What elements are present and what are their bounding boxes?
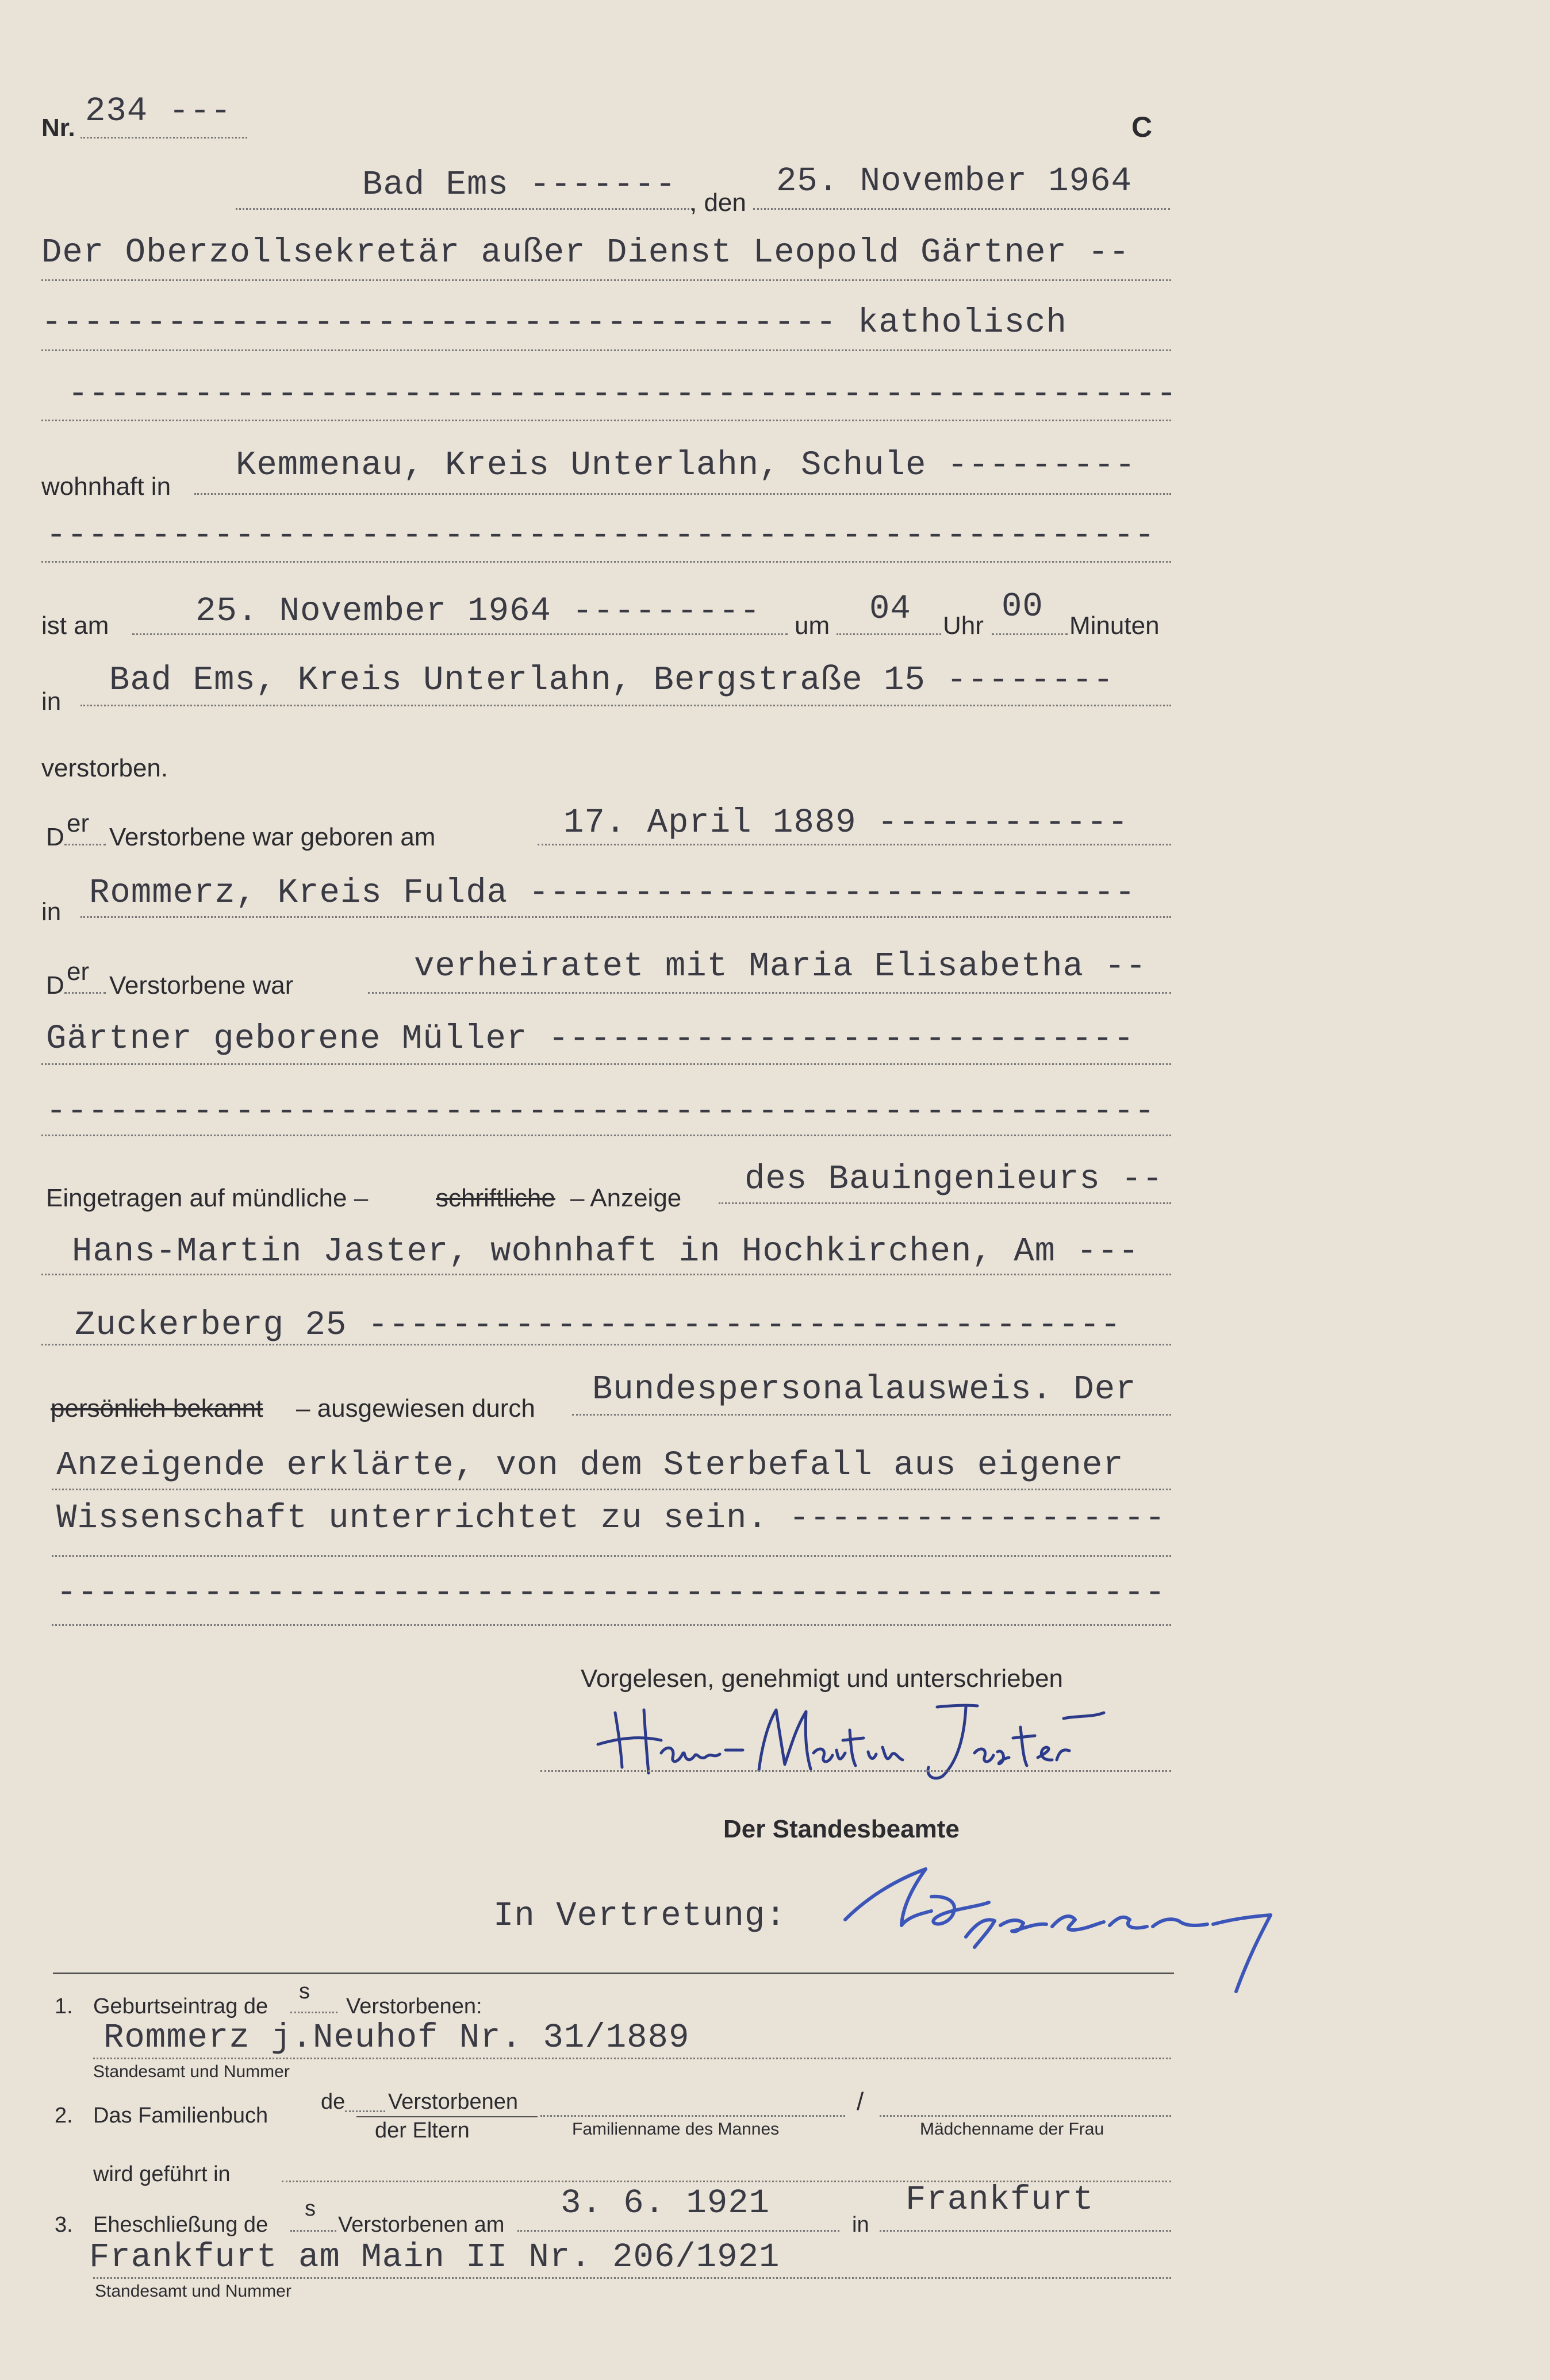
note-2-caption-husband: Familienname des Mannes — [572, 2120, 780, 2139]
note-3-date: 3. 6. 1921 — [561, 2184, 770, 2223]
header-place: Bad Ems ------- — [362, 166, 677, 204]
note-3-place: Frankfurt — [906, 2181, 1094, 2219]
note-2-number: 2. — [55, 2104, 73, 2128]
read-approved-label: Vorgelesen, genehmigt und unterschrieben — [581, 1664, 1064, 1693]
marriage-line-2-rule — [41, 1063, 1171, 1065]
id-struck-label: persönlich bekannt — [51, 1394, 263, 1422]
notes-divider — [53, 1973, 1174, 1974]
note-2-slash: / — [857, 2087, 864, 2116]
note-1-number: 1. — [55, 1994, 73, 2018]
note-3-number: 3. — [55, 2213, 73, 2237]
id-line-3: Wissenschaft unterrichtet zu sein. ------------------ — [56, 1499, 1166, 1537]
id-line-3-rule — [52, 1555, 1171, 1557]
note-1-suffix-rule — [290, 2012, 337, 2013]
report-label-struck: schriftliche — [436, 1184, 555, 1212]
note-3-suffix-rule — [290, 2230, 336, 2232]
birth-d-suffix: er — [67, 809, 90, 837]
birth-date: 17. April 1889 ------------ — [563, 803, 1129, 842]
place-line — [236, 208, 693, 210]
id-line-4: ----------------------------------------------------- — [56, 1574, 1166, 1612]
registrar-label: Der Standesbeamte — [723, 1815, 960, 1843]
birth-d-label: D — [46, 823, 64, 851]
marriage-line-1: verheiratet mit Maria Elisabetha -- — [414, 947, 1147, 986]
note-3-suffix: s — [305, 2197, 316, 2221]
marriage-line-3: ----------------------------------------------------- — [46, 1092, 1156, 1131]
person-line-1-rule — [41, 279, 1171, 281]
note-3-value-rule — [93, 2277, 1171, 2279]
note-2-label: Das Familienbuch — [93, 2104, 268, 2128]
note-1-label-a: Geburtseintrag de — [93, 1994, 268, 2018]
report-line-1-rule — [719, 1202, 1171, 1204]
verstorben-label: verstorben. — [41, 754, 168, 782]
note-3-caption: Standesamt und Nummer — [95, 2282, 291, 2301]
birth-place-rule — [80, 916, 1171, 918]
wohnhaft-label: wohnhaft in — [41, 472, 171, 501]
birth-place: Rommerz, Kreis Fulda ----------------------------- — [89, 874, 1136, 912]
marriage-d-label: D — [46, 971, 64, 999]
report-line-2: Hans-Martin Jaster, wohnhaft in Hochkirchen, Am --- — [72, 1232, 1140, 1271]
birth-in-label: in — [41, 898, 62, 926]
death-place: Bad Ems, Kreis Unterlahn, Bergstraße 15 -------- — [109, 661, 1114, 699]
date-line — [753, 208, 1170, 210]
person-line-2: -------------------------------------- katholisch — [41, 303, 1067, 342]
note-2-de-rule — [345, 2110, 385, 2112]
report-line-3-rule — [41, 1344, 1171, 1345]
informant-signature — [592, 1695, 1138, 1782]
minutes-rule — [992, 633, 1068, 635]
id-line-1-rule — [572, 1414, 1171, 1416]
note-2-wird-label: wird geführt in — [93, 2162, 231, 2186]
report-line-2-rule — [41, 1274, 1171, 1275]
nr-label: Nr. — [41, 114, 75, 142]
minuten-label: Minuten — [1069, 612, 1160, 640]
person-line-3: ----------------------------------------------------- — [68, 375, 1177, 413]
note-2-caption-wife: Mädchenname der Frau — [920, 2120, 1104, 2139]
person-line-1: Der Oberzollsekretär außer Dienst Leopold Gärtner -- — [41, 233, 1130, 272]
death-date: 25. November 1964 --------- — [195, 592, 761, 630]
death-date-rule — [132, 633, 788, 635]
id-line-2: Anzeigende erklärte, von dem Sterbefall aus eigener — [56, 1446, 1124, 1485]
note-1-caption: Standesamt und Nummer — [93, 2062, 290, 2081]
marriage-label: Verstorbene war — [109, 971, 294, 999]
note-3-value: Frankfurt am Main II Nr. 206/1921 — [89, 2238, 780, 2277]
death-in-label: in — [41, 687, 62, 716]
note-1-value: Rommerz j.Neuhof Nr. 31/1889 — [103, 2018, 690, 2057]
note-2-option-2: der Eltern — [375, 2118, 470, 2143]
person-line-3-rule — [41, 420, 1171, 421]
note-2-wife-rule — [880, 2115, 1171, 2117]
ist-am-label: ist am — [41, 612, 109, 640]
uhr-label: Uhr — [943, 612, 984, 640]
um-label: um — [795, 612, 830, 640]
note-3-label-a: Eheschließung de — [93, 2213, 268, 2237]
person-line-2-rule — [41, 349, 1171, 351]
note-3-label-b: Verstorbenen am — [338, 2213, 505, 2237]
note-2-option-divider — [356, 2116, 538, 2117]
note-1-label-b: Verstorbenen: — [346, 1994, 482, 2018]
nr-line — [80, 137, 247, 139]
marriage-line-1-rule — [368, 992, 1171, 994]
residence-line-2-rule — [41, 561, 1171, 563]
report-label-end: – Anzeige — [570, 1184, 682, 1212]
death-hour: 04 — [869, 590, 911, 628]
hour-rule — [837, 633, 941, 635]
marriage-d-suffix: er — [67, 958, 90, 986]
note-2-de: de — [321, 2090, 346, 2114]
id-line-4-rule — [52, 1624, 1171, 1626]
death-place-rule — [80, 705, 1171, 706]
death-minutes: 00 — [1002, 587, 1043, 626]
note-2-option-1: Verstorbenen — [388, 2090, 519, 2114]
marriage-line-3-rule — [41, 1135, 1171, 1136]
note-1-value-rule — [93, 2058, 1171, 2059]
marriage-line-2: Gärtner geborene Müller ---------------------------- — [46, 1020, 1135, 1058]
residence-line-1-rule — [194, 493, 1171, 495]
note-1-suffix: s — [299, 1979, 310, 2004]
header-date: 25. November 1964 — [776, 162, 1132, 201]
registrar-signature — [834, 1862, 1305, 2012]
report-line-3: Zuckerberg 25 ------------------------------------ — [75, 1306, 1122, 1344]
marriage-d-rule — [64, 992, 106, 994]
id-line-1: Bundespersonalausweis. Der — [592, 1370, 1137, 1409]
residence-line-2: ----------------------------------------------------- — [46, 516, 1156, 555]
den-label: , den — [690, 189, 746, 217]
register-letter: C — [1131, 111, 1153, 143]
nr-value: 234 --- — [85, 92, 232, 130]
birth-d-rule — [64, 844, 106, 845]
note-3-in-label: in — [852, 2213, 869, 2237]
deputy-label: In Vertretung: — [493, 1897, 786, 1935]
id-line-2-rule — [52, 1489, 1171, 1490]
id-label: – ausgewiesen durch — [296, 1394, 535, 1422]
residence-line-1: Kemmenau, Kreis Unterlahn, Schule --------- — [236, 446, 1136, 485]
birth-date-rule — [538, 844, 1171, 845]
report-label-start: Eingetragen auf mündliche – — [46, 1184, 369, 1212]
note-3-date-rule — [517, 2230, 839, 2232]
born-label: Verstorbene war geboren am — [109, 823, 436, 851]
note-2-husband-rule — [540, 2115, 845, 2117]
note-3-place-rule — [880, 2230, 1171, 2232]
report-line-1: des Bauingenieurs -- — [745, 1160, 1164, 1198]
informant-signature-line — [540, 1770, 1171, 1772]
